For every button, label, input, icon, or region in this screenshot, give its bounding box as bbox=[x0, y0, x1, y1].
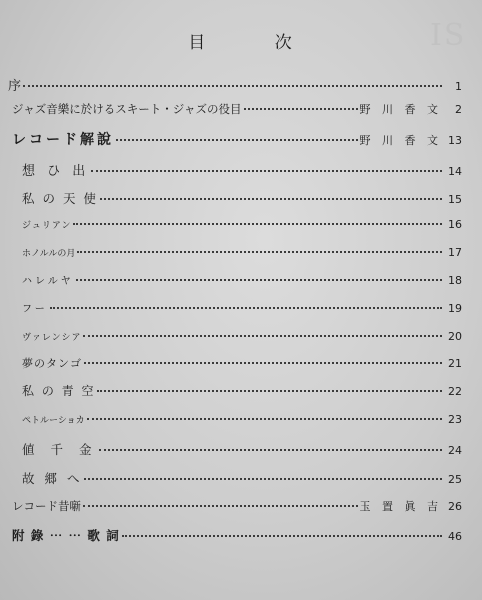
toc-entry bbox=[0, 272, 482, 292]
entry-title: ジュリアン bbox=[22, 221, 72, 231]
entry-title: レコード解說 bbox=[12, 132, 114, 148]
dot-leader bbox=[116, 129, 358, 141]
toc-entry bbox=[0, 382, 482, 402]
dot-leader bbox=[244, 98, 358, 110]
entry-author: 玉 置 眞 吉 bbox=[359, 500, 442, 513]
entry-title: 序 bbox=[8, 79, 22, 94]
toc-entry bbox=[0, 101, 482, 121]
title-char-2: 次 bbox=[274, 33, 294, 53]
dot-leader bbox=[99, 439, 442, 451]
page-number: 21 bbox=[448, 357, 462, 370]
page-number: 22 bbox=[448, 385, 462, 398]
entry-author: 野 川 香 文 bbox=[359, 103, 442, 116]
page-number: 13 bbox=[448, 134, 462, 147]
page-number: 23 bbox=[448, 413, 462, 426]
toc-entry bbox=[0, 355, 482, 375]
dot-leader bbox=[87, 408, 442, 420]
entry-title: 想 ひ 出 bbox=[22, 164, 90, 179]
dot-leader bbox=[91, 160, 442, 172]
bleed-through-text: IS bbox=[430, 18, 467, 53]
entry-title: ヴァレンシア bbox=[22, 333, 82, 343]
page-number: 16 bbox=[448, 218, 462, 231]
title-char-1: 目 bbox=[188, 33, 208, 53]
entry-title: ホノルルの月 bbox=[22, 249, 76, 259]
toc-entry bbox=[0, 498, 482, 518]
page-number: 25 bbox=[448, 473, 462, 486]
entry-title: 私 の 青 空 bbox=[22, 384, 96, 398]
page-number: 17 bbox=[448, 246, 462, 259]
entry-title: ハレルヤ bbox=[22, 276, 74, 287]
page-number: 18 bbox=[448, 274, 462, 287]
entry-title: 値 千 金 bbox=[22, 442, 98, 457]
page-number: 26 bbox=[448, 500, 462, 513]
entry-title: 故 郷 へ bbox=[22, 471, 83, 486]
page-number: 19 bbox=[448, 302, 462, 315]
toc-entry bbox=[0, 526, 482, 546]
page-number: 2 bbox=[455, 103, 462, 116]
toc-entry bbox=[0, 300, 482, 320]
entry-title: 私 の 天 使 bbox=[22, 191, 98, 206]
dot-leader bbox=[83, 495, 358, 507]
page-number: 24 bbox=[448, 444, 462, 457]
toc-entry bbox=[0, 244, 482, 264]
toc-entry bbox=[0, 189, 482, 209]
toc-entry bbox=[0, 328, 482, 348]
entry-title: フー bbox=[22, 304, 48, 315]
toc-entry bbox=[0, 160, 482, 180]
toc-entry bbox=[0, 411, 482, 431]
entry-title: 夢のタンゴ bbox=[22, 357, 82, 370]
dot-leader bbox=[97, 380, 442, 392]
dot-leader bbox=[23, 75, 442, 87]
page-number: 15 bbox=[448, 193, 462, 206]
dot-leader bbox=[73, 213, 442, 225]
page-number: 46 bbox=[448, 530, 462, 543]
entry-title: ジャズ音樂に於けるスキート・ジャズの役目 bbox=[12, 102, 242, 116]
dot-leader bbox=[84, 468, 442, 480]
toc-entry bbox=[0, 129, 482, 149]
entry-title: レコード昔噺 bbox=[12, 499, 81, 513]
entry-title: ペトルーショカ bbox=[22, 416, 85, 426]
toc-entry bbox=[0, 75, 482, 95]
dot-leader bbox=[77, 241, 442, 253]
dot-leader bbox=[50, 297, 442, 309]
page-number: 1 bbox=[455, 80, 462, 93]
toc-entry bbox=[0, 469, 482, 489]
page-number: 14 bbox=[448, 165, 462, 178]
dot-leader bbox=[100, 188, 442, 200]
dot-leader bbox=[122, 525, 442, 537]
entry-author: 野 川 香 文 bbox=[359, 134, 442, 147]
page-number: 20 bbox=[448, 330, 462, 343]
dot-leader bbox=[84, 352, 442, 364]
entry-title: 附 錄 ⋯ ⋯ 歌 詞 bbox=[12, 528, 120, 543]
toc-entry bbox=[0, 440, 482, 460]
toc-entry bbox=[0, 216, 482, 236]
dot-leader bbox=[76, 269, 442, 281]
dot-leader bbox=[83, 325, 442, 337]
